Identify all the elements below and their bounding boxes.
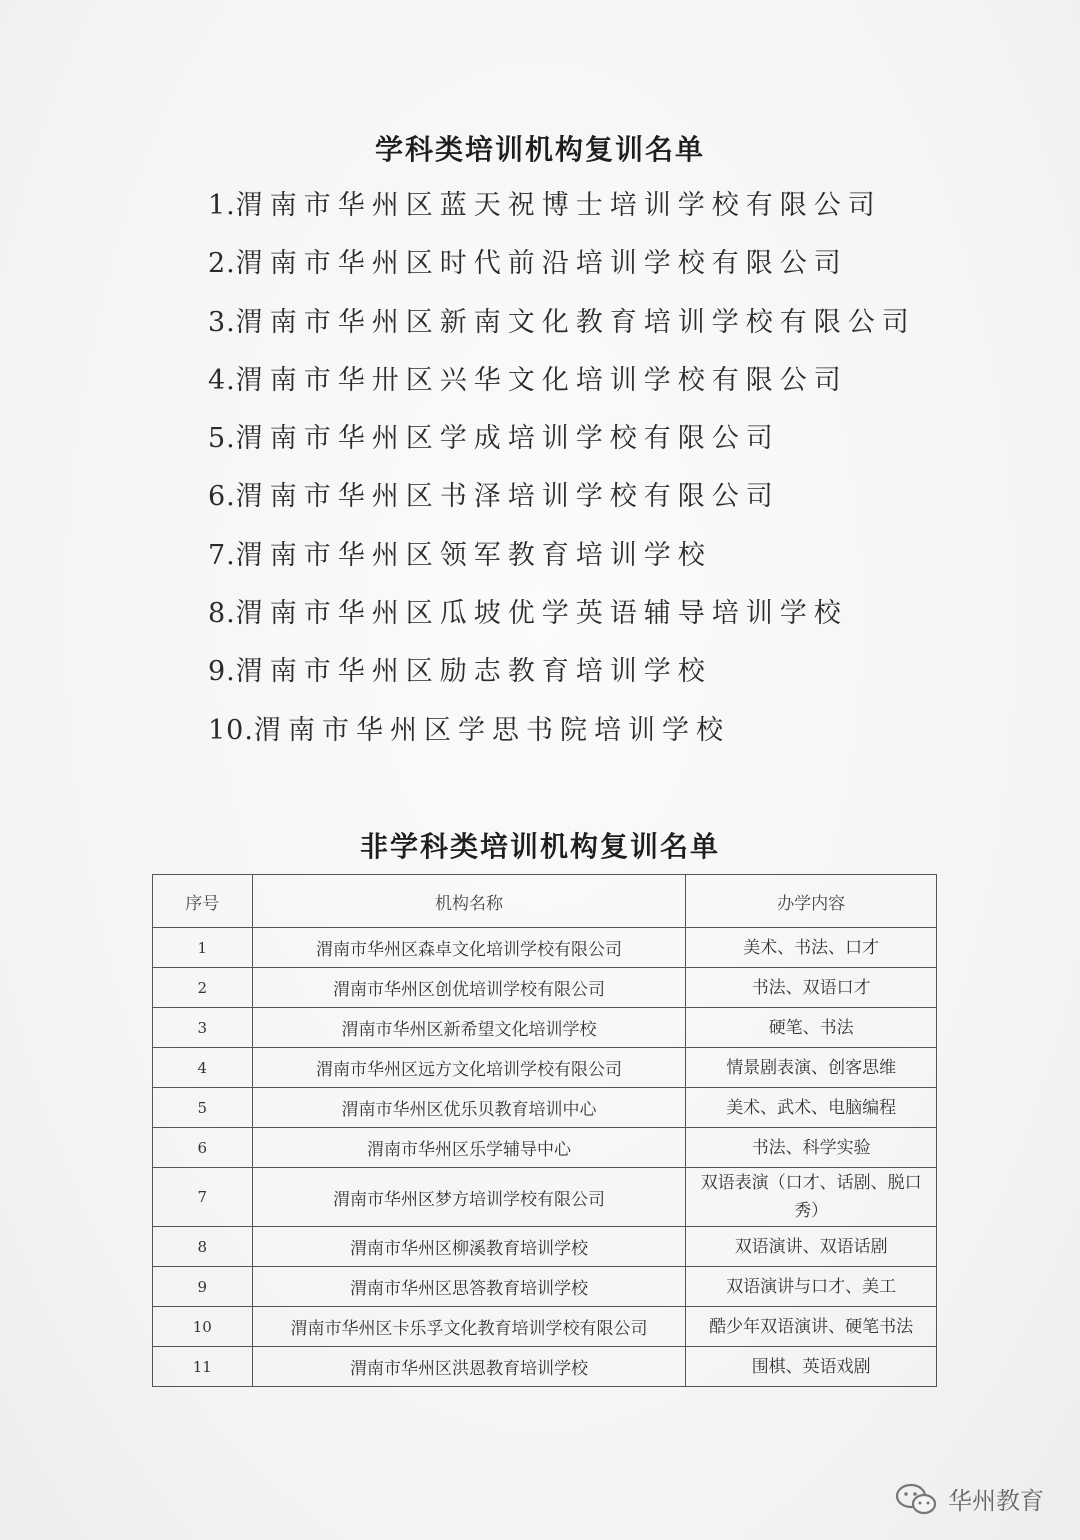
cell-content: 美术、书法、口才 (686, 928, 937, 968)
cell-content: 双语演讲与口才、美工 (686, 1267, 937, 1307)
list-item (208, 709, 916, 767)
cell-name: 渭南市华州区创优培训学校有限公司 (252, 968, 686, 1008)
table-row (153, 1227, 937, 1267)
cell-seq: 11 (153, 1347, 253, 1387)
list-item (208, 417, 916, 475)
table-row (153, 1168, 937, 1227)
list-item-number: 9. (208, 656, 236, 688)
list-item (208, 184, 916, 242)
list-item (208, 650, 916, 708)
cell-content: 双语演讲、双语话剧 (686, 1227, 937, 1267)
list-item-name: 渭南市华州区蓝天祝博士培训学校有限公司 (235, 190, 882, 221)
section2-title: 非学科类培训机构复训名单 (359, 830, 720, 863)
cell-content: 书法、双语口才 (686, 968, 937, 1008)
list-item (208, 534, 916, 592)
cell-content: 酷少年双语演讲、硬笔书法 (686, 1307, 937, 1347)
list-item-number: 3. (208, 306, 236, 338)
wechat-icon (894, 1482, 938, 1516)
cell-name: 渭南市华州区卡乐孚文化教育培训学校有限公司 (252, 1307, 686, 1347)
list-item-name: 渭南市华州区新南文化教育培训学校有限公司 (235, 306, 916, 338)
table-row (153, 1048, 937, 1088)
list-item-number: 2. (208, 248, 236, 280)
cell-name: 渭南市华州区乐学辅导中心 (252, 1128, 686, 1168)
cell-content: 硬笔、书法 (686, 1008, 937, 1048)
list-item-name: 渭南市华州区领军教育培训学校 (235, 539, 712, 571)
list-item-number: 6. (208, 481, 236, 513)
cell-seq: 4 (153, 1048, 253, 1088)
cell-seq: 5 (153, 1088, 253, 1128)
header-content: 办学内容 (686, 875, 937, 928)
section1-title: 学科类培训机构复训名单 (374, 133, 705, 166)
cell-content: 情景剧表演、创客思维 (686, 1048, 937, 1088)
cell-content: 美术、武术、电脑编程 (686, 1088, 937, 1128)
cell-name: 渭南市华州区洪恩教育培训学校 (252, 1347, 686, 1387)
list-item-number: 10. (208, 714, 254, 746)
cell-name: 渭南市华州区优乐贝教育培训中心 (252, 1088, 686, 1128)
watermark (894, 1481, 1044, 1516)
list-item (208, 301, 916, 359)
table-header-row (153, 875, 937, 928)
list-item-name: 渭南市华州区时代前沿培训学校有限公司 (235, 248, 848, 280)
cell-content: 围棋、英语戏剧 (686, 1347, 937, 1387)
list-item (208, 359, 916, 417)
list-item-number: 4. (208, 364, 236, 396)
table-row (153, 1347, 937, 1387)
cell-seq: 10 (153, 1307, 253, 1347)
list-item-name: 渭南市华州区书泽培训学校有限公司 (235, 481, 780, 513)
list-item-number: 7. (208, 539, 236, 571)
list-item-number: 1. (208, 190, 236, 221)
list-item-name: 渭南市华卅区兴华文化培训学校有限公司 (235, 364, 848, 396)
table-row (153, 1128, 937, 1168)
list-item (208, 475, 916, 533)
table-row (153, 1267, 937, 1307)
list-item-name: 渭南市华州区学思书院培训学校 (253, 714, 730, 746)
table-row (153, 1088, 937, 1128)
subject-training-list (208, 184, 916, 767)
cell-name: 渭南市华州区新希望文化培训学校 (252, 1008, 686, 1048)
cell-name: 渭南市华州区远方文化培训学校有限公司 (252, 1048, 686, 1088)
cell-name: 渭南市华州区思答教育培训学校 (252, 1267, 686, 1307)
cell-name: 渭南市华州区森卓文化培训学校有限公司 (252, 928, 686, 968)
list-item-name: 渭南市华州区学成培训学校有限公司 (235, 423, 780, 455)
cell-seq: 7 (153, 1168, 253, 1227)
cell-content: 双语表演（口才、话剧、脱口秀） (686, 1168, 937, 1227)
cell-seq: 1 (153, 928, 253, 968)
list-item-name: 渭南市华州区瓜坡优学英语辅导培训学校 (235, 598, 848, 630)
watermark-text: 华州教育 (948, 1487, 1044, 1515)
table-row (153, 968, 937, 1008)
cell-seq: 3 (153, 1008, 253, 1048)
list-item-name: 渭南市华州区励志教育培训学校 (235, 656, 712, 688)
cell-seq: 8 (153, 1227, 253, 1267)
header-seq: 序号 (153, 875, 253, 928)
list-item (208, 592, 916, 650)
cell-seq: 6 (153, 1128, 253, 1168)
list-item-number: 8. (208, 598, 236, 630)
header-name: 机构名称 (252, 875, 686, 928)
table-row (153, 1307, 937, 1347)
table-row (153, 928, 937, 968)
cell-seq: 9 (153, 1267, 253, 1307)
list-item-number: 5. (208, 423, 236, 455)
cell-content: 书法、科学实验 (686, 1128, 937, 1168)
non-subject-training-table (152, 874, 937, 1387)
list-item (208, 242, 916, 300)
cell-seq: 2 (153, 968, 253, 1008)
cell-name: 渭南市华州区梦方培训学校有限公司 (252, 1168, 686, 1227)
cell-name: 渭南市华州区柳溪教育培训学校 (252, 1227, 686, 1267)
table-row (153, 1008, 937, 1048)
